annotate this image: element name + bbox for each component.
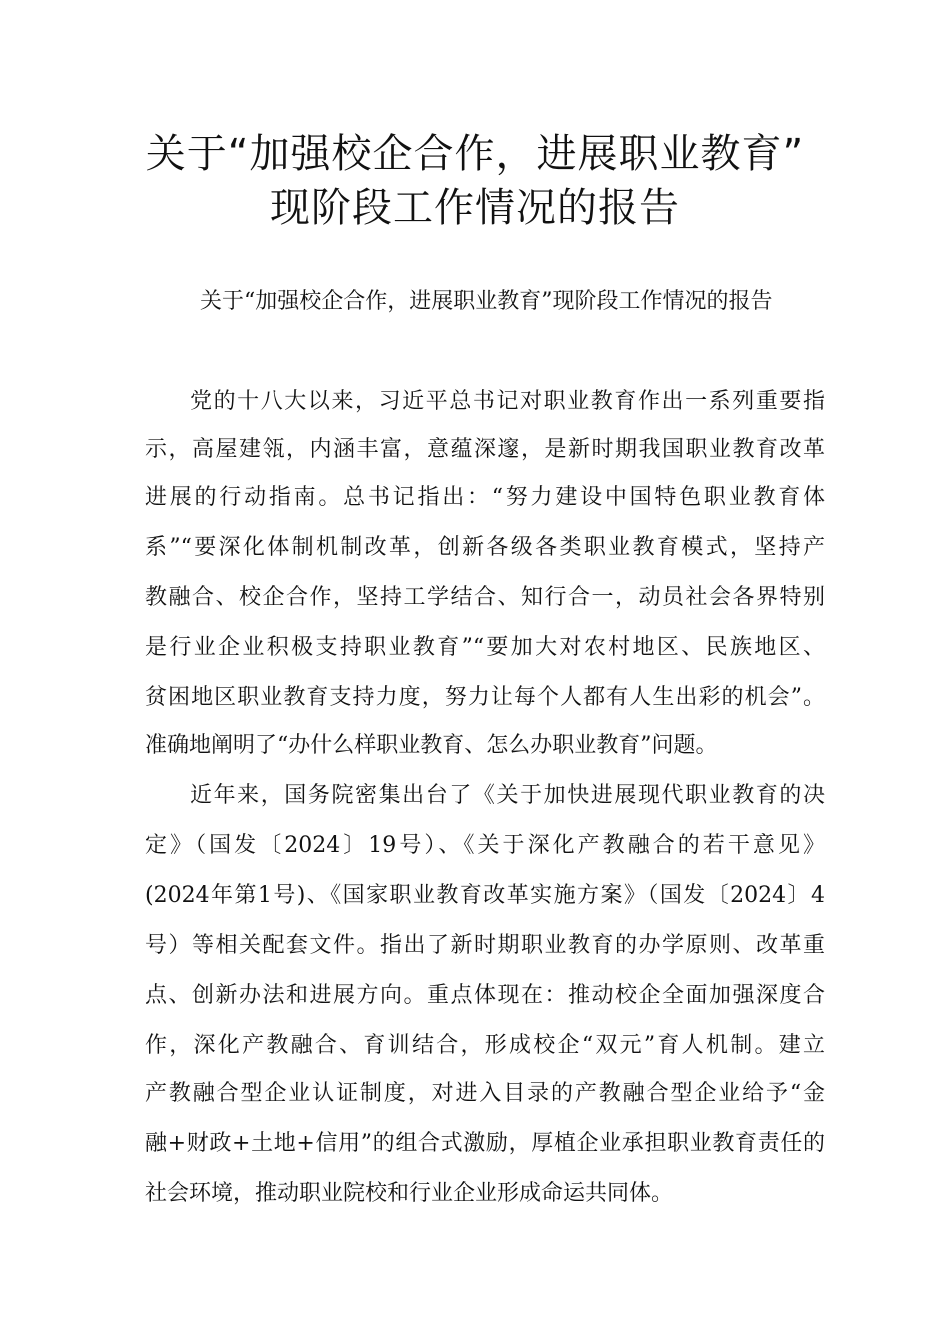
document-title-line-1: 关于“加强校企合作，进展职业教育” <box>145 131 805 177</box>
paragraph-2-line: 融+财政+土地+信用”的组合式激励，厚植企业承担职业教育责任的 <box>145 1131 825 1156</box>
paragraph-1-line: 教融合、校企合作，坚持工学结合、知行合一，动员社会各界特别 <box>145 585 825 610</box>
paragraph-2-line: 产教融合型企业认证制度，对进入目录的产教融合型企业给予“金 <box>145 1081 825 1106</box>
paragraph-2-line: 点、创新办法和进展方向。重点体现在：推动校企全面加强深度合 <box>145 983 825 1008</box>
paragraph-1-line: 示，高屋建瓴，内涵丰富，意蕴深邃，是新时期我国职业教育改革 <box>145 437 825 462</box>
paragraph-2-line: 近年来，国务院密集出台了《关于加快进展现代职业教育的决 <box>190 783 825 808</box>
document-subtitle: 关于“加强校企合作，进展职业教育”现阶段工作情况的报告 <box>200 289 773 314</box>
document-title-line-2: 现阶段工作情况的报告 <box>270 185 680 231</box>
paragraph-1-line: 贫困地区职业教育支持力度，努力让每个人都有人生出彩的机会”。 <box>145 685 825 710</box>
paragraph-1-line: 进展的行动指南。总书记指出：“努力建设中国特色职业教育体 <box>145 485 825 510</box>
paragraph-1-line: 是行业企业积极支持职业教育”“要加大对农村地区、民族地区、 <box>145 635 825 660</box>
paragraph-1-line: 准确地阐明了“办什么样职业教育、怎么办职业教育”问题。 <box>145 733 718 758</box>
paragraph-1-line: 党的十八大以来，习近平总书记对职业教育作出一系列重要指 <box>190 389 825 414</box>
paragraph-1-line: 系”“要深化体制机制改革，创新各级各类职业教育模式，坚持产 <box>145 535 825 560</box>
paragraph-2-line: 定》（国发〔2024〕19号）、《关于深化产教融合的若干意见》 <box>145 833 825 858</box>
paragraph-2-line: (2024年第1号)、《国家职业教育改革实施方案》（国发〔2024〕4 <box>145 883 825 908</box>
paragraph-2-line: 社会环境，推动职业院校和行业企业形成命运共同体。 <box>145 1181 674 1206</box>
paragraph-2-line: 作，深化产教融合、育训结合，形成校企“双元”育人机制。建立 <box>145 1033 825 1058</box>
paragraph-2-line: 号）等相关配套文件。指出了新时期职业教育的办学原则、改革重 <box>145 933 825 958</box>
